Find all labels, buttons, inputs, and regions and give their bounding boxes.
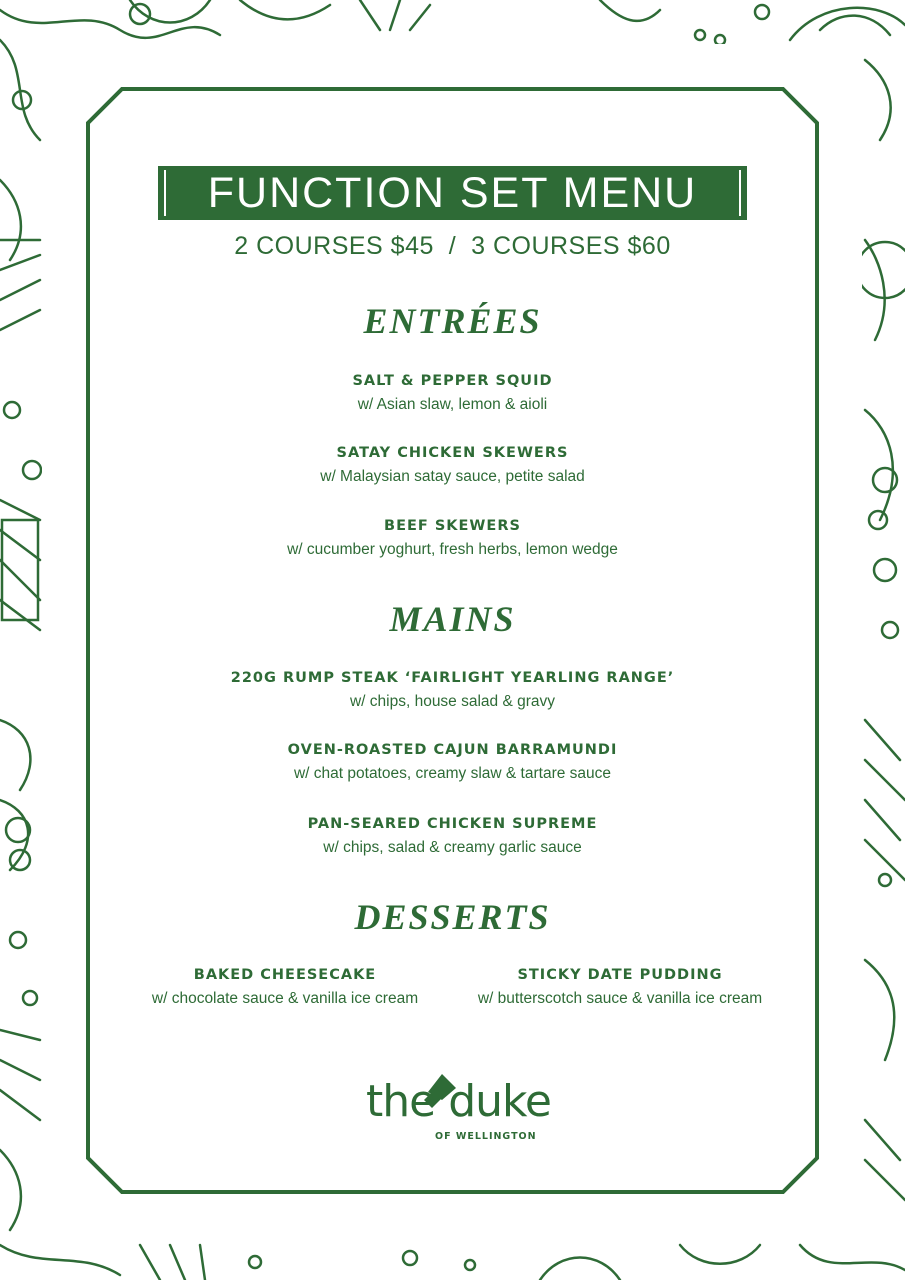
item-description: w/ chat potatoes, creamy slaw & tartare sauce: [293, 765, 612, 782]
menu-item: [0, 740, 905, 786]
item-name: SATAY CHICKEN SKEWERS: [336, 445, 569, 461]
menu-item: [0, 443, 905, 489]
logo-wordmark: the duke: [366, 1076, 551, 1127]
the-duke-logo: [360, 1070, 551, 1150]
menu-title: FUNCTION SET MENU: [207, 168, 698, 217]
section-title-desserts: DESSERTS: [354, 897, 551, 937]
course-prices: 2 COURSES $45 / 3 COURSES $60: [234, 232, 671, 260]
item-name: OVEN-ROASTED CAJUN BARRAMUNDI: [287, 742, 618, 758]
menu-title-banner: [158, 166, 747, 220]
item-name: BEEF SKEWERS: [384, 518, 521, 534]
menu-item: [135, 965, 435, 1011]
item-description: w/ butterscotch sauce & vanilla ice cream: [477, 990, 763, 1007]
menu-item: [0, 516, 905, 562]
item-name: 220G RUMP STEAK ‘FAIRLIGHT YEARLING RANGE’: [230, 670, 675, 686]
item-name: SALT & PEPPER SQUID: [352, 373, 553, 389]
item-description: w/ Malaysian satay sauce, petite salad: [320, 468, 585, 485]
item-description: w/ chips, house salad & gravy: [349, 693, 556, 710]
menu-card: [42, 44, 862, 1238]
item-description: w/ Asian slaw, lemon & aioli: [357, 396, 548, 413]
menu-item: [462, 965, 778, 1011]
menu-item: [0, 814, 905, 860]
item-name: PAN-SEARED CHICKEN SUPREME: [307, 816, 598, 832]
item-name: BAKED CHEESECAKE: [193, 967, 377, 983]
item-description: w/ chips, salad & creamy garlic sauce: [323, 839, 582, 856]
item-name: STICKY DATE PUDDING: [517, 967, 723, 983]
menu-item: [0, 668, 905, 714]
menu-item: [0, 371, 905, 417]
item-description: w/ chocolate sauce & vanilla ice cream: [151, 990, 419, 1007]
section-title-entrees: ENTRÉES: [363, 301, 542, 341]
section-title-mains: MAINS: [389, 599, 516, 639]
item-description: w/ cucumber yoghurt, fresh herbs, lemon wedge: [287, 541, 618, 558]
logo-subtitle: OF WELLINGTON: [435, 1131, 537, 1142]
